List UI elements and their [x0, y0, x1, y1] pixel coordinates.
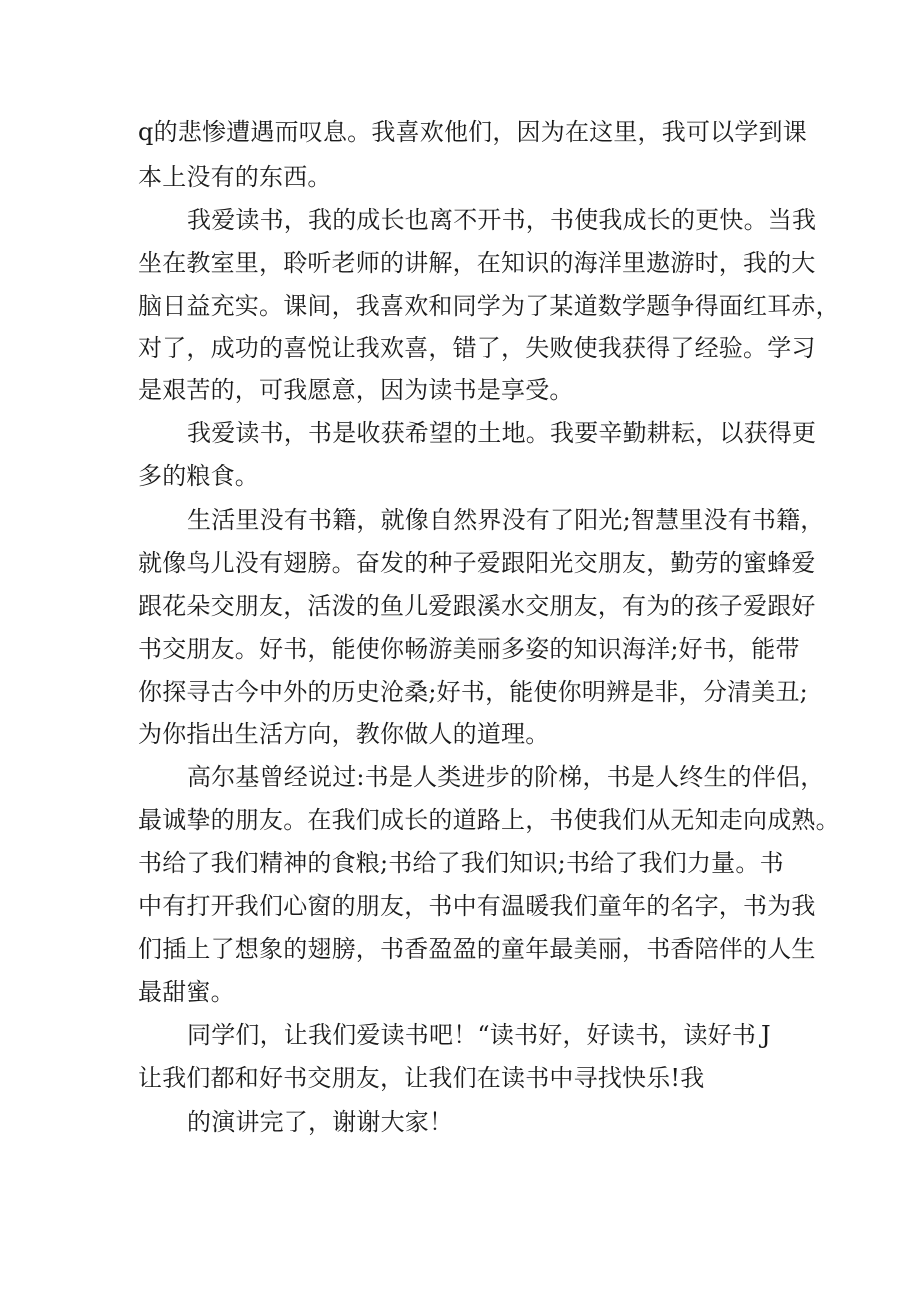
text-line: 我爱读书，书是收获希望的土地。我要辛勤耕耘，以获得更 — [187, 419, 817, 447]
text-line: 多的粮食。 — [138, 462, 259, 490]
text-line: 最诚挚的朋友。在我们成长的道路上，书使我们从无知走向成熟。 — [138, 806, 840, 834]
text-line: 生活里没有书籍，就像自然界没有了阳光;智慧里没有书籍， — [187, 506, 825, 534]
text-line: 中有打开我们心窗的朋友，书中有温暖我们童年的名字，书为我 — [138, 892, 816, 920]
text-line: 对了，成功的喜悦让我欢喜，错了，失败使我获得了经验。学习 — [138, 334, 816, 362]
text-line: 书给了我们精神的食粮;书给了我们知识;书给了我们力量。书 — [138, 849, 784, 877]
text-line: 就像鸟儿没有翅膀。奋发的种子爱跟阳光交朋友，勤劳的蜜蜂爱 — [138, 549, 816, 577]
text-line: 是艰苦的，可我愿意，因为读书是享受。 — [138, 376, 574, 404]
text-line: 跟花朵交朋友，活泼的鱼儿爱跟溪水交朋友，有为的孩子爱跟好 — [138, 592, 816, 620]
text-line: 脑日益充实。课间，我喜欢和同学为了某道数学题争得面红耳赤， — [138, 292, 840, 320]
text-line: 我爱读书，我的成长也离不开书，书使我成长的更快。当我 — [187, 206, 817, 234]
text-line: 坐在教室里，聆听老师的讲解，在知识的海洋里遨游时，我的大 — [138, 249, 816, 277]
text-line: 你探寻古今中外的历史沧桑;好书，能使你明辨是非，分清美丑; — [138, 678, 808, 706]
text-line: 书交朋友。好书，能使你畅游美丽多姿的知识海洋;好书，能带 — [138, 635, 800, 663]
text-line: 最甜蜜。 — [138, 978, 235, 1006]
text-line: 的演讲完了，谢谢大家！ — [187, 1108, 454, 1136]
text-line: 们插上了想象的翅膀，书香盈盈的童年最美丽，书香陪伴的人生 — [138, 935, 816, 963]
text-line: q的悲惨遭遇而叹息。我喜欢他们，因为在这里，我可以学到课 — [138, 118, 807, 146]
text-line: 同学们，让我们爱读书吧！“读书好，好读书，读好书 J — [187, 1021, 771, 1049]
text-line: 为你指出生活方向，教你做人的道理。 — [138, 720, 550, 748]
text-line: 让我们都和好书交朋友，让我们在读书中寻找快乐!我 — [138, 1064, 705, 1092]
text-line: 高尔基曾经说过:书是人类进步的阶梯，书是人终生的伴侣， — [187, 763, 825, 791]
text-line: 本上没有的东西。 — [138, 163, 332, 191]
